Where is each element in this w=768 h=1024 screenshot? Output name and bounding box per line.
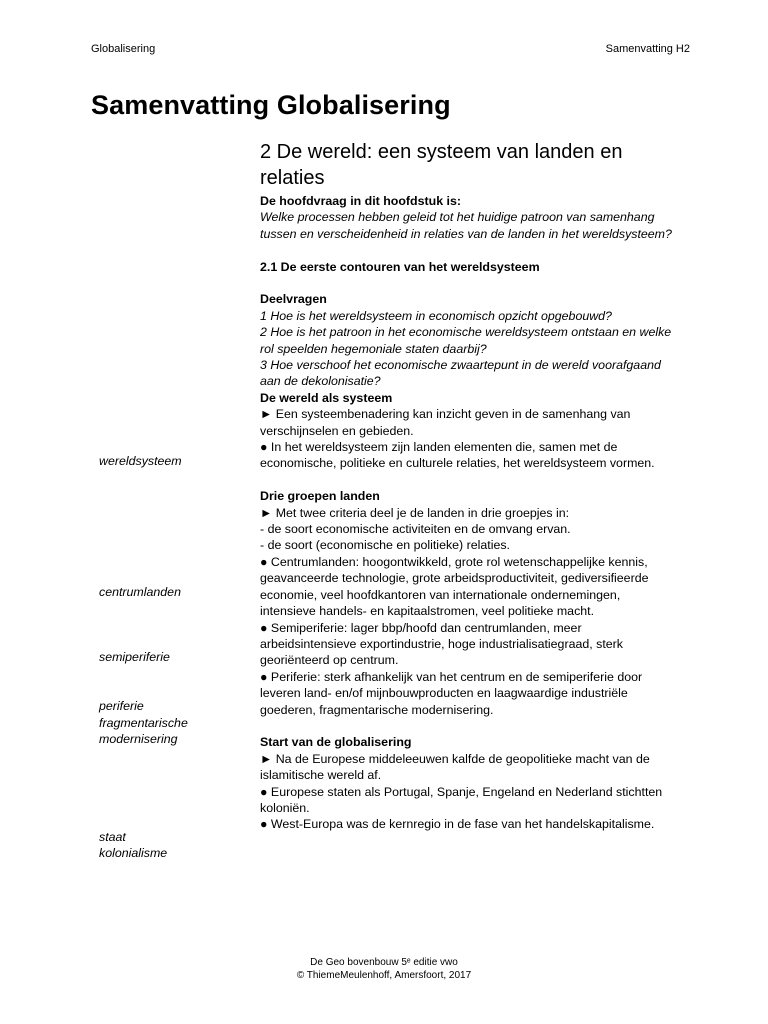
margin-term-centrumlanden: centrumlanden: [99, 585, 181, 599]
block2-p3: - de soort (economische en politieke) relaties.: [260, 538, 510, 553]
block2-p4: ● Centrumlanden: hoogontwikkeld, grote rol wetenschappelijke kennis, geavanceerde technologie, grote arbeidsproductiviteit, gediversifieerde economie, veel hoofdkantoren van internationale ondernemingen, intensieve handels- en kapitaalstromen, veel politieke macht.: [260, 554, 649, 619]
block2-p1: ► Met twee criteria deel je de landen in drie groepjes in:: [260, 505, 570, 520]
section-title: 2.1 De eerste contouren van het wereldsysteem: [260, 259, 540, 274]
block1-title: De wereld als systeem: [260, 390, 393, 405]
margin-term-kolonialisme: kolonialisme: [99, 846, 168, 860]
header-left: Globalisering: [91, 43, 156, 55]
margin-term-staat: staat: [99, 830, 126, 844]
main-content: [260, 139, 678, 833]
intro-label: De hoofdvraag in dit hoofdstuk is:: [260, 194, 462, 208]
chapter-title: 2 De wereld: een systeem van landen en relaties: [260, 141, 623, 189]
margin-term-periferie: periferie: [99, 699, 144, 713]
header-right: Samenvatting H2: [605, 43, 690, 55]
margin-term-fragmentarische: fragmentarische: [99, 716, 188, 730]
block3-p2: ● Europese staten als Portugal, Spanje, Engeland en Nederland stichtten koloniën.: [260, 784, 663, 815]
intro-question: Welke processen hebben geleid tot het huidige patroon van samenhang tussen en verscheidenheid in relaties van de landen in het wereldsysteem?: [260, 210, 672, 241]
footer-edition: De Geo bovenbouw 5ᵉ editie vwo: [310, 957, 458, 968]
block1-p2: ● In het wereldsysteem zijn landen elementen die, samen met de economische, politieke en culturele relaties, het wereldsysteem vormen.: [260, 440, 655, 471]
block2-p2: - de soort economische activiteiten en de omvang ervan.: [260, 522, 571, 537]
footer-copyright: © ThiemeMeulenhoff, Amersfoort, 2017: [296, 970, 472, 981]
document-title: Samenvatting Globalisering: [91, 90, 451, 120]
block3-title: Start van de globalisering: [260, 735, 412, 750]
deelvraag-2: 2 Hoe is het patroon in het economische wereldsysteem ontstaan en welke rol speelden hegemoniale staten daarbij?: [260, 325, 672, 356]
margin-term-semiperiferie: semiperiferie: [99, 650, 170, 664]
deelvraag-1: 1 Hoe is het wereldsysteem in economisch opzicht opgebouwd?: [260, 308, 612, 323]
block2-title: Drie groepen landen: [260, 489, 380, 504]
margin-term-wereldsysteem: wereldsysteem: [99, 454, 182, 468]
block2-p6: ● Periferie: sterk afhankelijk van het centrum en de semiperiferie door leveren land- en/of mijnbouwproducten en laagwaardige industriële goederen, fragmentarische modernisering.: [260, 669, 643, 717]
deelvragen-title: Deelvragen: [260, 292, 327, 307]
block3-p3: ● West-Europa was de kernregio in de fase van het handelskapitalisme.: [260, 817, 655, 832]
deelvraag-3: 3 Hoe verschoof het economische zwaartepunt in de wereld voorafgaand aan de dekolonisatie?: [260, 358, 661, 389]
margin-term-modernisering: modernisering: [99, 732, 178, 746]
block2-p5: ● Semiperiferie: lager bbp/hoofd dan centrumlanden, meer arbeidsintensieve exportindustrie, hoge industrialisatiegraad, sterk georiënteerd op centrum.: [260, 620, 623, 668]
block3-p1: ► Na de Europese middeleeuwen kalfde de geopolitieke macht van de islamitische wereld af.: [260, 751, 650, 783]
block1-p1: ► Een systeembenadering kan inzicht geven in de samenhang van verschijnselen en gebieden.: [260, 407, 631, 438]
